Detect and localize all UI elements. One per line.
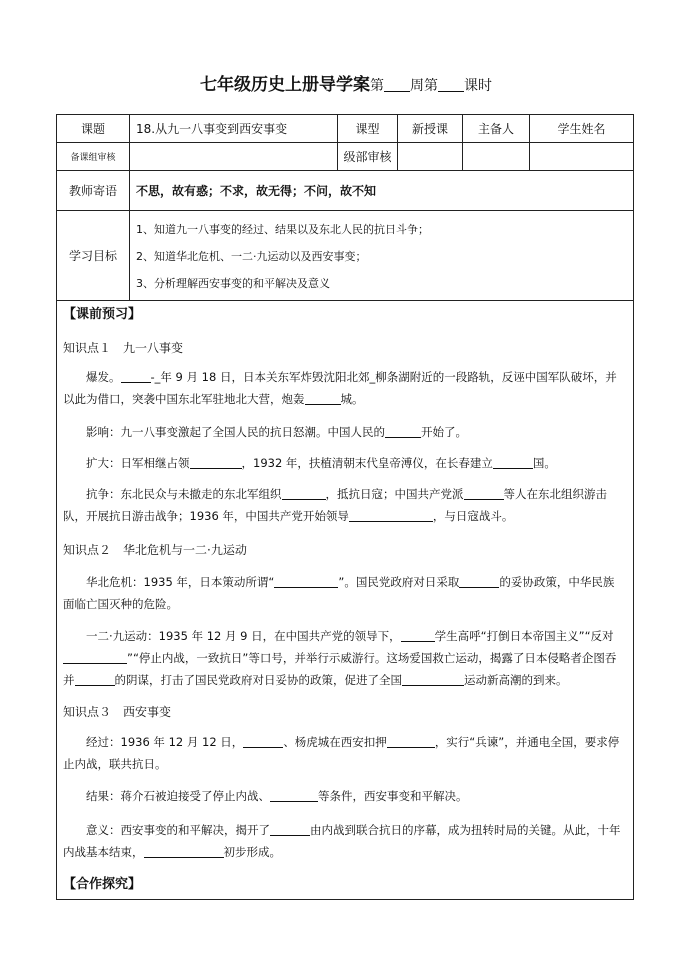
fill-blank[interactable] — [75, 673, 115, 686]
period-blank — [438, 77, 464, 92]
fill-blank[interactable] — [144, 845, 224, 858]
topic-value: 18.从九一八事变到西安事变 — [130, 115, 338, 142]
fill-blank[interactable] — [274, 575, 338, 588]
kp3-paragraph: 意义：西安事变的和平解决，揭开了 由内战到联合抗日的序幕，成为扭转时局的关键。从此，十年内战基本结束， 初步形成。 — [63, 823, 621, 859]
kp3-paragraph: 结果：蒋介石被迫接受了停止内战、 等条件，西安事变和平解决。 — [86, 789, 468, 803]
kp2-paragraph: 华北危机：1935 年，日本策动所谓“ ”。国民党政府对日采取 的妥协政策，中华民族面临亡国灭种的危险。 — [63, 575, 615, 611]
page-title — [0, 70, 692, 95]
title-main: 七年级历史上册导学案 — [200, 75, 370, 95]
fill-blank[interactable] — [270, 789, 318, 802]
kp1-paragraph: 爆发。 -_年 9 月 18 日，日本关东军炸毁沈阳北郊_柳条湖附近的一段路轨，反诬中国军队破坏，并以此为借口，突袭中国东北军驻地北大营，炮轰 城。 — [63, 370, 617, 406]
fill-blank[interactable] — [243, 735, 283, 748]
fill-blank[interactable] — [282, 487, 326, 500]
fill-blank[interactable] — [121, 370, 151, 383]
title-week-prefix: 第 — [370, 78, 384, 94]
kp1-paragraph: 扩大：日军相继占领 ，1932 年，扶植清朝末代皇帝溥仪，在长春建立 国。 — [86, 456, 556, 470]
student-name-label: 学生姓名 — [557, 122, 606, 136]
worksheet-content — [57, 301, 633, 899]
type-value: 新授课 — [398, 115, 463, 142]
review-row — [57, 143, 633, 171]
title-period-suffix: 课时 — [464, 78, 492, 94]
grade-review-cell — [398, 143, 463, 170]
fill-blank[interactable] — [63, 651, 127, 664]
fill-blank[interactable] — [402, 673, 464, 686]
goals-label: 学习目标 — [57, 211, 130, 300]
preparer-label: 主备人 — [463, 115, 530, 142]
teacher-row — [57, 171, 633, 211]
fill-blank[interactable] — [464, 487, 504, 500]
fill-blank[interactable] — [190, 456, 242, 469]
title-week-suffix: 周第 — [410, 78, 438, 94]
kp2-title: 知识点２ 华北危机与一二·九运动 — [63, 543, 247, 557]
fill-blank[interactable] — [459, 575, 499, 588]
week-blank — [384, 77, 410, 92]
group-review-cell — [130, 143, 338, 170]
header-row — [57, 115, 633, 143]
kp1-paragraph: 抗争：东北民众与未撤走的东北军组织 ，抵抗日寇；中国共产党派 等人在东北组织游击队，开展抗日游击战争；1936 年，中国共产党开始领导 ，与日寇战斗。 — [63, 487, 607, 523]
explore-heading: 【合作探究】 — [63, 877, 142, 892]
fill-blank[interactable] — [305, 392, 341, 405]
topic-label: 课题 — [57, 115, 130, 142]
goal-item: 1、知道九一八事变的经过、结果以及东北人民的抗日斗争； — [136, 222, 429, 236]
worksheet-table — [56, 114, 634, 900]
kp3-title: 知识点３ 西安事变 — [63, 705, 172, 719]
fill-blank[interactable] — [349, 509, 433, 522]
fill-blank[interactable] — [493, 456, 533, 469]
teacher-message-label: 教师寄语 — [57, 171, 130, 210]
review-empty-cell — [463, 143, 530, 170]
kp3-paragraph: 经过：1936 年 12 月 12 日， 、杨虎城在西安扣押 ，实行“兵谏”，并通电全国，要求停止内战，联共抗日。 — [63, 735, 620, 771]
kp1-paragraph: 影响：九一八事变激起了全国人民的抗日怒潮。中国人民的 开始了。 — [86, 425, 467, 439]
type-label: 课型 — [338, 115, 398, 142]
goals-list — [130, 211, 633, 300]
review-empty-cell — [530, 143, 633, 170]
kp2-paragraph: 一二·九运动：1935 年 12 月 9 日，在中国共产党的领导下， 学生高呼“打倒日本帝国主义”“反对”“停止内战，一致抗日”等口号，并举行示威游行。这场爱国救亡运动，揭露了日本侵略者企图吞并 的阴谋，打击了国民党政府对日妥协的政策，促进了全国 运动新高潮的到来。 — [63, 629, 617, 687]
group-review-label: 备课组审核 — [57, 143, 130, 170]
goal-item: 3、分析理解西安事变的和平解决及意义 — [136, 276, 330, 290]
goals-row — [57, 211, 633, 301]
goal-item: 2、知道华北危机、一二·九运动以及西安事变； — [136, 249, 367, 263]
grade-review-label: 级部审核 — [338, 143, 398, 170]
fill-blank[interactable] — [387, 735, 435, 748]
teacher-message: 不思，故有惑；不求，故无得；不问，故不知 — [136, 184, 377, 198]
fill-blank[interactable] — [401, 629, 435, 642]
fill-blank[interactable] — [385, 425, 421, 438]
preview-heading: 【课前预习】 — [63, 307, 142, 322]
fill-blank[interactable] — [270, 823, 310, 836]
kp1-title: 知识点１ 九一八事变 — [63, 341, 184, 355]
